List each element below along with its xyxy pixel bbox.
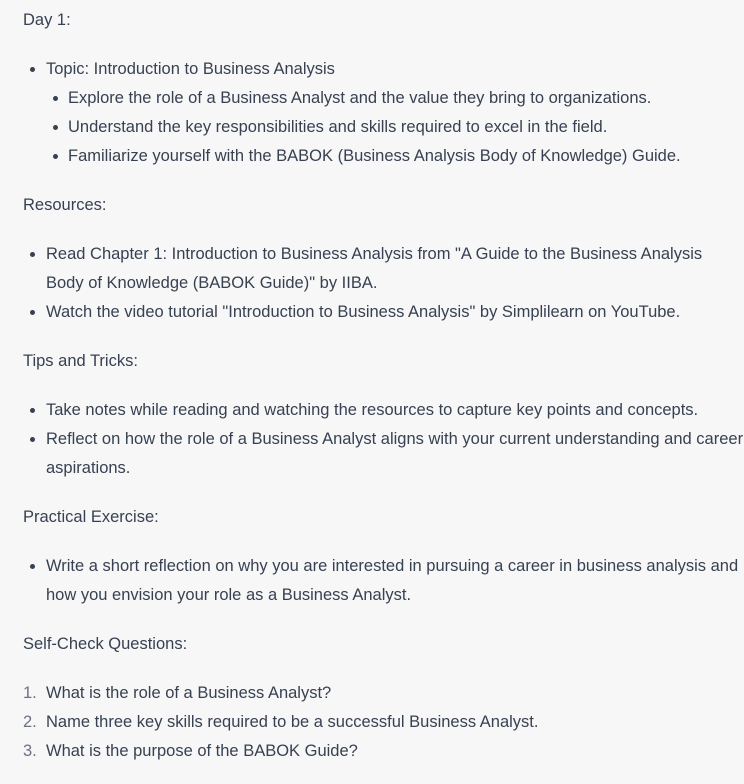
list-number: 1.: [23, 684, 37, 702]
list-number: 3.: [23, 742, 37, 760]
topic-label: Topic: Introduction to Business Analysis: [46, 60, 335, 78]
question-text: What is the role of a Business Analyst?: [46, 684, 332, 702]
self-check-heading: Self-Check Questions:: [23, 635, 188, 653]
topic-sublist: [46, 84, 744, 171]
tips-heading: Tips and Tricks:: [23, 352, 138, 370]
list-item: Write a short reflection on why you are interested in pursuing a career in business analysis and how you envision your role as a Business Analyst.: [23, 552, 744, 610]
resources-list: [23, 240, 744, 327]
day-heading: Day 1:: [23, 11, 71, 29]
exercise-list: [23, 552, 744, 610]
question-text: Name three key skills required to be a successful Business Analyst.: [46, 713, 539, 731]
tips-list: [23, 396, 744, 483]
list-item: Watch the video tutorial "Introduction to Business Analysis" by Simplilearn on YouTube.: [23, 298, 744, 327]
list-item: [23, 708, 744, 737]
list-item: Familiarize yourself with the BABOK (Business Analysis Body of Knowledge) Guide.: [46, 142, 744, 171]
list-number: 2.: [23, 713, 37, 731]
topic-item: [23, 55, 744, 171]
self-check-list: [23, 679, 744, 766]
topic-list: [23, 55, 744, 171]
list-item: Read Chapter 1: Introduction to Business Analysis from "A Guide to the Business Analysis Body of Knowledge (BABOK Guide)" by IIBA.: [23, 240, 744, 298]
list-item: Understand the key responsibilities and skills required to excel in the field.: [46, 113, 744, 142]
exercise-heading: Practical Exercise:: [23, 508, 159, 526]
list-item: Explore the role of a Business Analyst and the value they bring to organizations.: [46, 84, 744, 113]
question-text: What is the purpose of the BABOK Guide?: [46, 742, 358, 760]
list-item: Take notes while reading and watching the resources to capture key points and concepts.: [23, 396, 744, 425]
list-item: [23, 679, 744, 708]
list-item: Reflect on how the role of a Business Analyst aligns with your current understanding and career aspirations.: [23, 425, 744, 483]
resources-heading: Resources:: [23, 196, 107, 214]
list-item: [23, 737, 744, 766]
